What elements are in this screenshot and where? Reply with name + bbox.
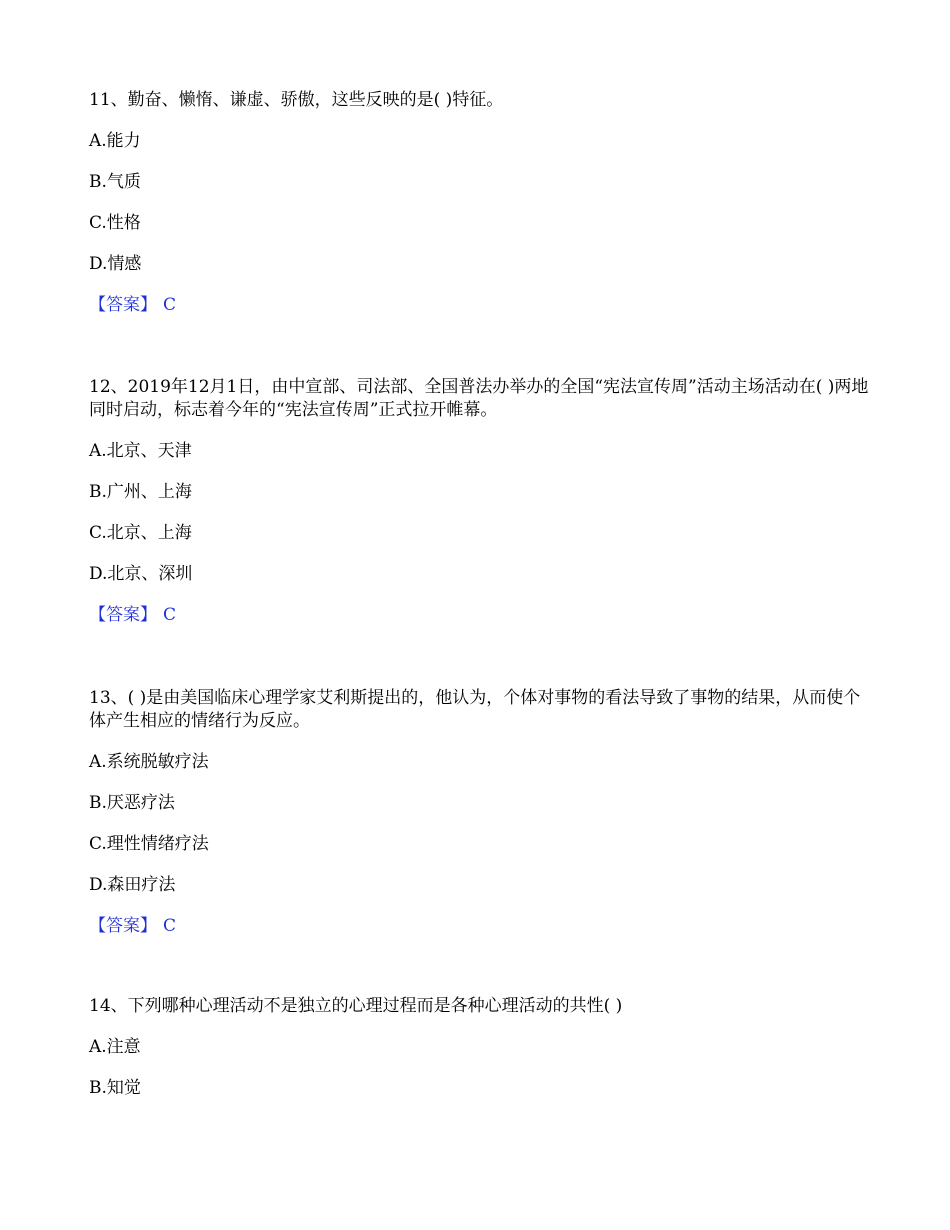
option-d: D.北京、深圳 xyxy=(89,564,193,584)
option-b: B.广州、上海 xyxy=(89,482,192,502)
answer-value: C xyxy=(163,605,177,625)
question-stem: 13、( )是由美国临床心理学家艾利斯提出的，他认为，个体对事物的看法导致了事物的结果，从而使个体产生相应的情绪行为反应。 xyxy=(89,688,861,731)
question-stem: 12、2019年12月1日，由中宣部、司法部、全国普法办举办的全国“宪法宣传周”活动主场活动在( )两地同时启动，标志着今年的“宪法宣传周”正式拉开帷幕。 xyxy=(89,377,869,420)
option-b: B.知觉 xyxy=(89,1078,141,1098)
option-b: B.厌恶疗法 xyxy=(89,793,175,813)
answer-label: 【答案】 xyxy=(89,295,157,315)
option-a: A.北京、天津 xyxy=(89,441,192,461)
option-c: C.理性情绪疗法 xyxy=(89,834,209,854)
question-stem: 11、勤奋、懒惰、谦虚、骄傲，这些反映的是( )特征。 xyxy=(89,90,504,110)
option-a: A.系统脱敏疗法 xyxy=(89,752,209,772)
answer-value: C xyxy=(163,295,177,315)
question-13 xyxy=(89,687,869,938)
option-b: B.气质 xyxy=(89,172,141,192)
option-a: A.能力 xyxy=(89,131,141,151)
question-11 xyxy=(89,89,869,317)
question-14 xyxy=(89,995,869,1100)
option-c: C.北京、上海 xyxy=(89,523,192,543)
option-c: C.性格 xyxy=(89,213,141,233)
answer-value: C xyxy=(163,916,177,936)
answer-label: 【答案】 xyxy=(89,605,157,625)
option-a: A.注意 xyxy=(89,1037,141,1057)
answer-line xyxy=(89,604,869,627)
answer-label: 【答案】 xyxy=(89,916,157,936)
question-12 xyxy=(89,376,869,627)
question-stem: 14、下列哪种心理活动不是独立的心理过程而是各种心理活动的共性( ) xyxy=(89,996,623,1016)
option-d: D.情感 xyxy=(89,254,142,274)
option-d: D.森田疗法 xyxy=(89,875,176,895)
answer-line xyxy=(89,294,869,317)
answer-line xyxy=(89,915,869,938)
